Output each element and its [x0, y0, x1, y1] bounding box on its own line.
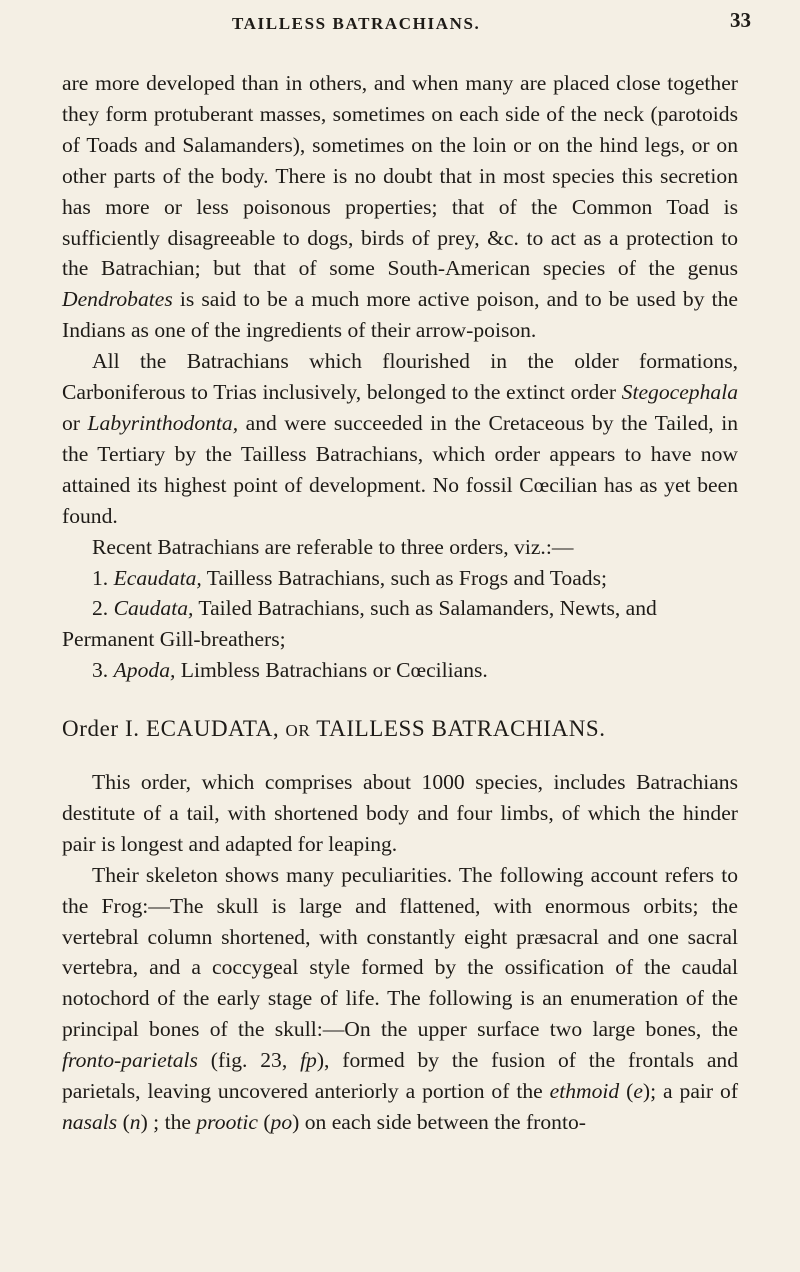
list-item-order-1: 1. Ecaudata, Tailless Batrachians, such as Frogs and Toads; [92, 565, 607, 590]
term-fronto-parietals: fronto-parietals [62, 1048, 198, 1073]
paragraph-recent-orders: Recent Batrachians are referable to three orders, viz.:— [92, 534, 574, 559]
term-nasals: nasals [62, 1110, 118, 1134]
list-item-order-2: 2. Caudata, Tailed Batrachians, such as Salamanders, Newts, and Permanent Gill-breathers; [62, 596, 657, 652]
order-name-stegocephala: Stegocephala [621, 380, 738, 405]
page-number: 33 [730, 8, 751, 32]
running-head [0, 8, 800, 48]
paragraph-secretion: are more developed than in others, and when many are placed close together they form protuberant masses, sometimes on each side of the neck (parotoids of Toads and Salamanders), sometimes on the loin or on the hind legs, or on other parts of the body. There is no doubt that in most species this secretion has more or less poisonous properties; that of the Common Toad is sufficiently disagreeable to dogs, birds of prey, &c. to act as a protection to the Batrachian; but that of some South-American species of the genus Dendrobates is said to be a much more active poison, and to be used by the Indians as one of the ingredients of their arrow-poison. [62, 71, 738, 343]
term-ethmoid: ethmoid [549, 1079, 620, 1104]
body-text [62, 68, 738, 1138]
term-prootic: prootic [196, 1110, 258, 1134]
paragraph-order-description: This order, which comprises about 1000 species, includes Batrachians destitute of a tail, with shortened body and four limbs, of which the hinder pair is longest and adapted for leaping. [62, 770, 738, 856]
section-heading: Order I. ECAUDATA, OR TAILLESS BATRACHIANS. [62, 716, 606, 742]
paragraph-skeleton: Their skeleton shows many peculiarities. The following account refers to the Frog:—The skull is large and flattened, with enormous orbits; the vertebral column shortened, with constantly eight præsacral and one sacral vertebra, and a coccygeal style formed by the ossification of the caudal notochord of the early stage of life. The following is an enumeration of the principal bones of the skull:—On the upper surface two large bones, the fronto-parietals (fig. 23, fp), formed by the fusion of the frontals and parietals, leaving uncovered anteriorly a portion of the ethmoid (e); a pair of nasals (n) ; the prootic (po) on each side between the fronto- [62, 862, 739, 1134]
running-title: TAILLESS BATRACHIANS. [232, 14, 481, 33]
order-name-labyrinthodonta: Labyrinthodonta, [87, 410, 239, 435]
genus-name: Dendrobates [62, 287, 173, 312]
paragraph-fossil-history: All the Batrachians which flourished in the older formations, Carboniferous to Trias inclusively, belonged to the extinct order Stegocephala or Labyrinthodonta, and were succeeded in the Cretaceous by the Tailed, in the Tertiary by the Tailless Batrachians, which order appears to have now attained its highest point of development. No fossil Cœcilian has as yet been found. [62, 349, 738, 528]
list-item-order-3: 3. Apoda, Limbless Batrachians or Cœcilians. [92, 658, 488, 683]
